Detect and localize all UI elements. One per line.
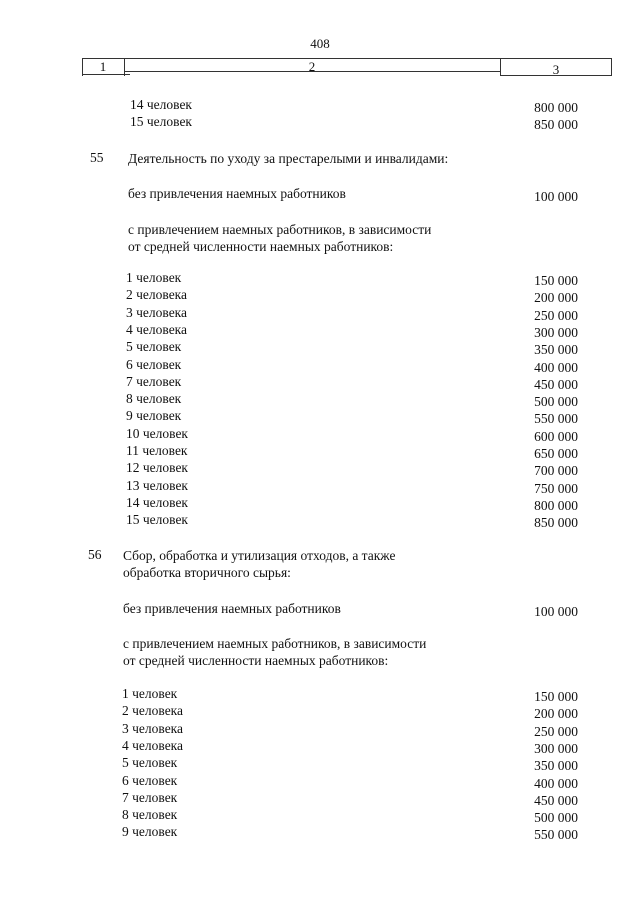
subheading: с привлечением наемных работников, в зависимости — [123, 636, 427, 651]
row-label: 3 человека — [126, 304, 188, 320]
row-value: 850 000 — [534, 117, 578, 132]
row-value: 800 000 — [534, 497, 578, 513]
row-label: 14 человек — [126, 494, 188, 510]
item-number: 55 — [90, 150, 104, 165]
row-value: 850 000 — [534, 515, 578, 531]
row-value: 300 000 — [534, 324, 578, 340]
row-value: 800 000 — [534, 100, 578, 115]
item-title: обработка вторичного сырья: — [123, 565, 291, 580]
row-value: 100 000 — [534, 189, 578, 204]
row-label: 4 человека — [122, 737, 184, 753]
row-value: 200 000 — [534, 706, 578, 722]
row-label: 2 человека — [122, 703, 184, 719]
page-number: 408 — [310, 36, 330, 51]
subheading: от средней численности наемных работников: — [123, 653, 389, 668]
row-label: 6 человек — [126, 356, 182, 372]
row-value: 550 000 — [534, 827, 578, 843]
item-title: Сбор, обработка и утилизация отходов, а также — [123, 548, 396, 563]
row-label: 8 человек — [122, 807, 178, 823]
row-label: 10 человек — [126, 425, 188, 441]
row-value: 350 000 — [534, 758, 578, 774]
row-value: 150 000 — [534, 273, 578, 288]
row-label: 1 человек — [126, 270, 182, 285]
row-value: 100 000 — [534, 604, 578, 619]
row-label: 5 человек — [122, 755, 178, 771]
row-label: 5 человек — [126, 339, 182, 355]
row-label: 1 человек — [122, 686, 178, 701]
row-label: 6 человек — [122, 772, 178, 788]
row-label: 15 человек — [130, 114, 192, 129]
row-value: 400 000 — [534, 359, 578, 375]
row-value: 150 000 — [534, 689, 578, 704]
item-number: 56 — [88, 547, 102, 562]
row-value: 300 000 — [534, 740, 578, 756]
row-label: без привлечения наемных работников — [128, 186, 346, 201]
row-label: 15 человек — [126, 512, 188, 528]
column-2-header: 2 — [308, 59, 316, 74]
row-value: 650 000 — [534, 446, 578, 461]
column-1-header: 1 — [99, 59, 107, 74]
row-label: без привлечения наемных работников — [123, 601, 341, 616]
row-value: 500 000 — [534, 394, 578, 410]
row-value: 550 000 — [534, 411, 578, 427]
row-value: 700 000 — [534, 463, 578, 479]
row-label: 4 человека — [126, 321, 188, 337]
row-value: 600 000 — [534, 428, 578, 444]
row-label: 3 человека — [122, 720, 184, 736]
row-label: 9 человек — [122, 824, 178, 840]
row-label: 12 человек — [126, 460, 188, 476]
row-label: 2 человека — [126, 287, 188, 303]
row-value: 450 000 — [534, 376, 578, 392]
row-value: 350 000 — [534, 342, 578, 358]
row-label: 13 человек — [126, 477, 188, 493]
row-label: 7 человек — [122, 789, 178, 805]
row-label: 11 человек — [126, 443, 188, 458]
item-title: Деятельность по уходу за престарелыми и инвалидами: — [128, 151, 449, 166]
row-value: 750 000 — [534, 480, 578, 496]
row-value: 250 000 — [534, 307, 578, 323]
row-label: 14 человек — [130, 97, 192, 112]
row-value: 500 000 — [534, 810, 578, 826]
subheading: от средней численности наемных работников: — [128, 239, 394, 254]
row-label: 7 человек — [126, 373, 182, 389]
table-header — [82, 58, 612, 76]
subheading: с привлечением наемных работников, в зависимости — [128, 222, 432, 237]
row-value: 250 000 — [534, 723, 578, 739]
column-3-header: 3 — [552, 62, 560, 77]
row-value: 400 000 — [534, 775, 578, 791]
row-label: 9 человек — [126, 408, 182, 424]
row-value: 200 000 — [534, 290, 578, 306]
row-label: 8 человек — [126, 391, 182, 407]
row-value: 450 000 — [534, 792, 578, 808]
